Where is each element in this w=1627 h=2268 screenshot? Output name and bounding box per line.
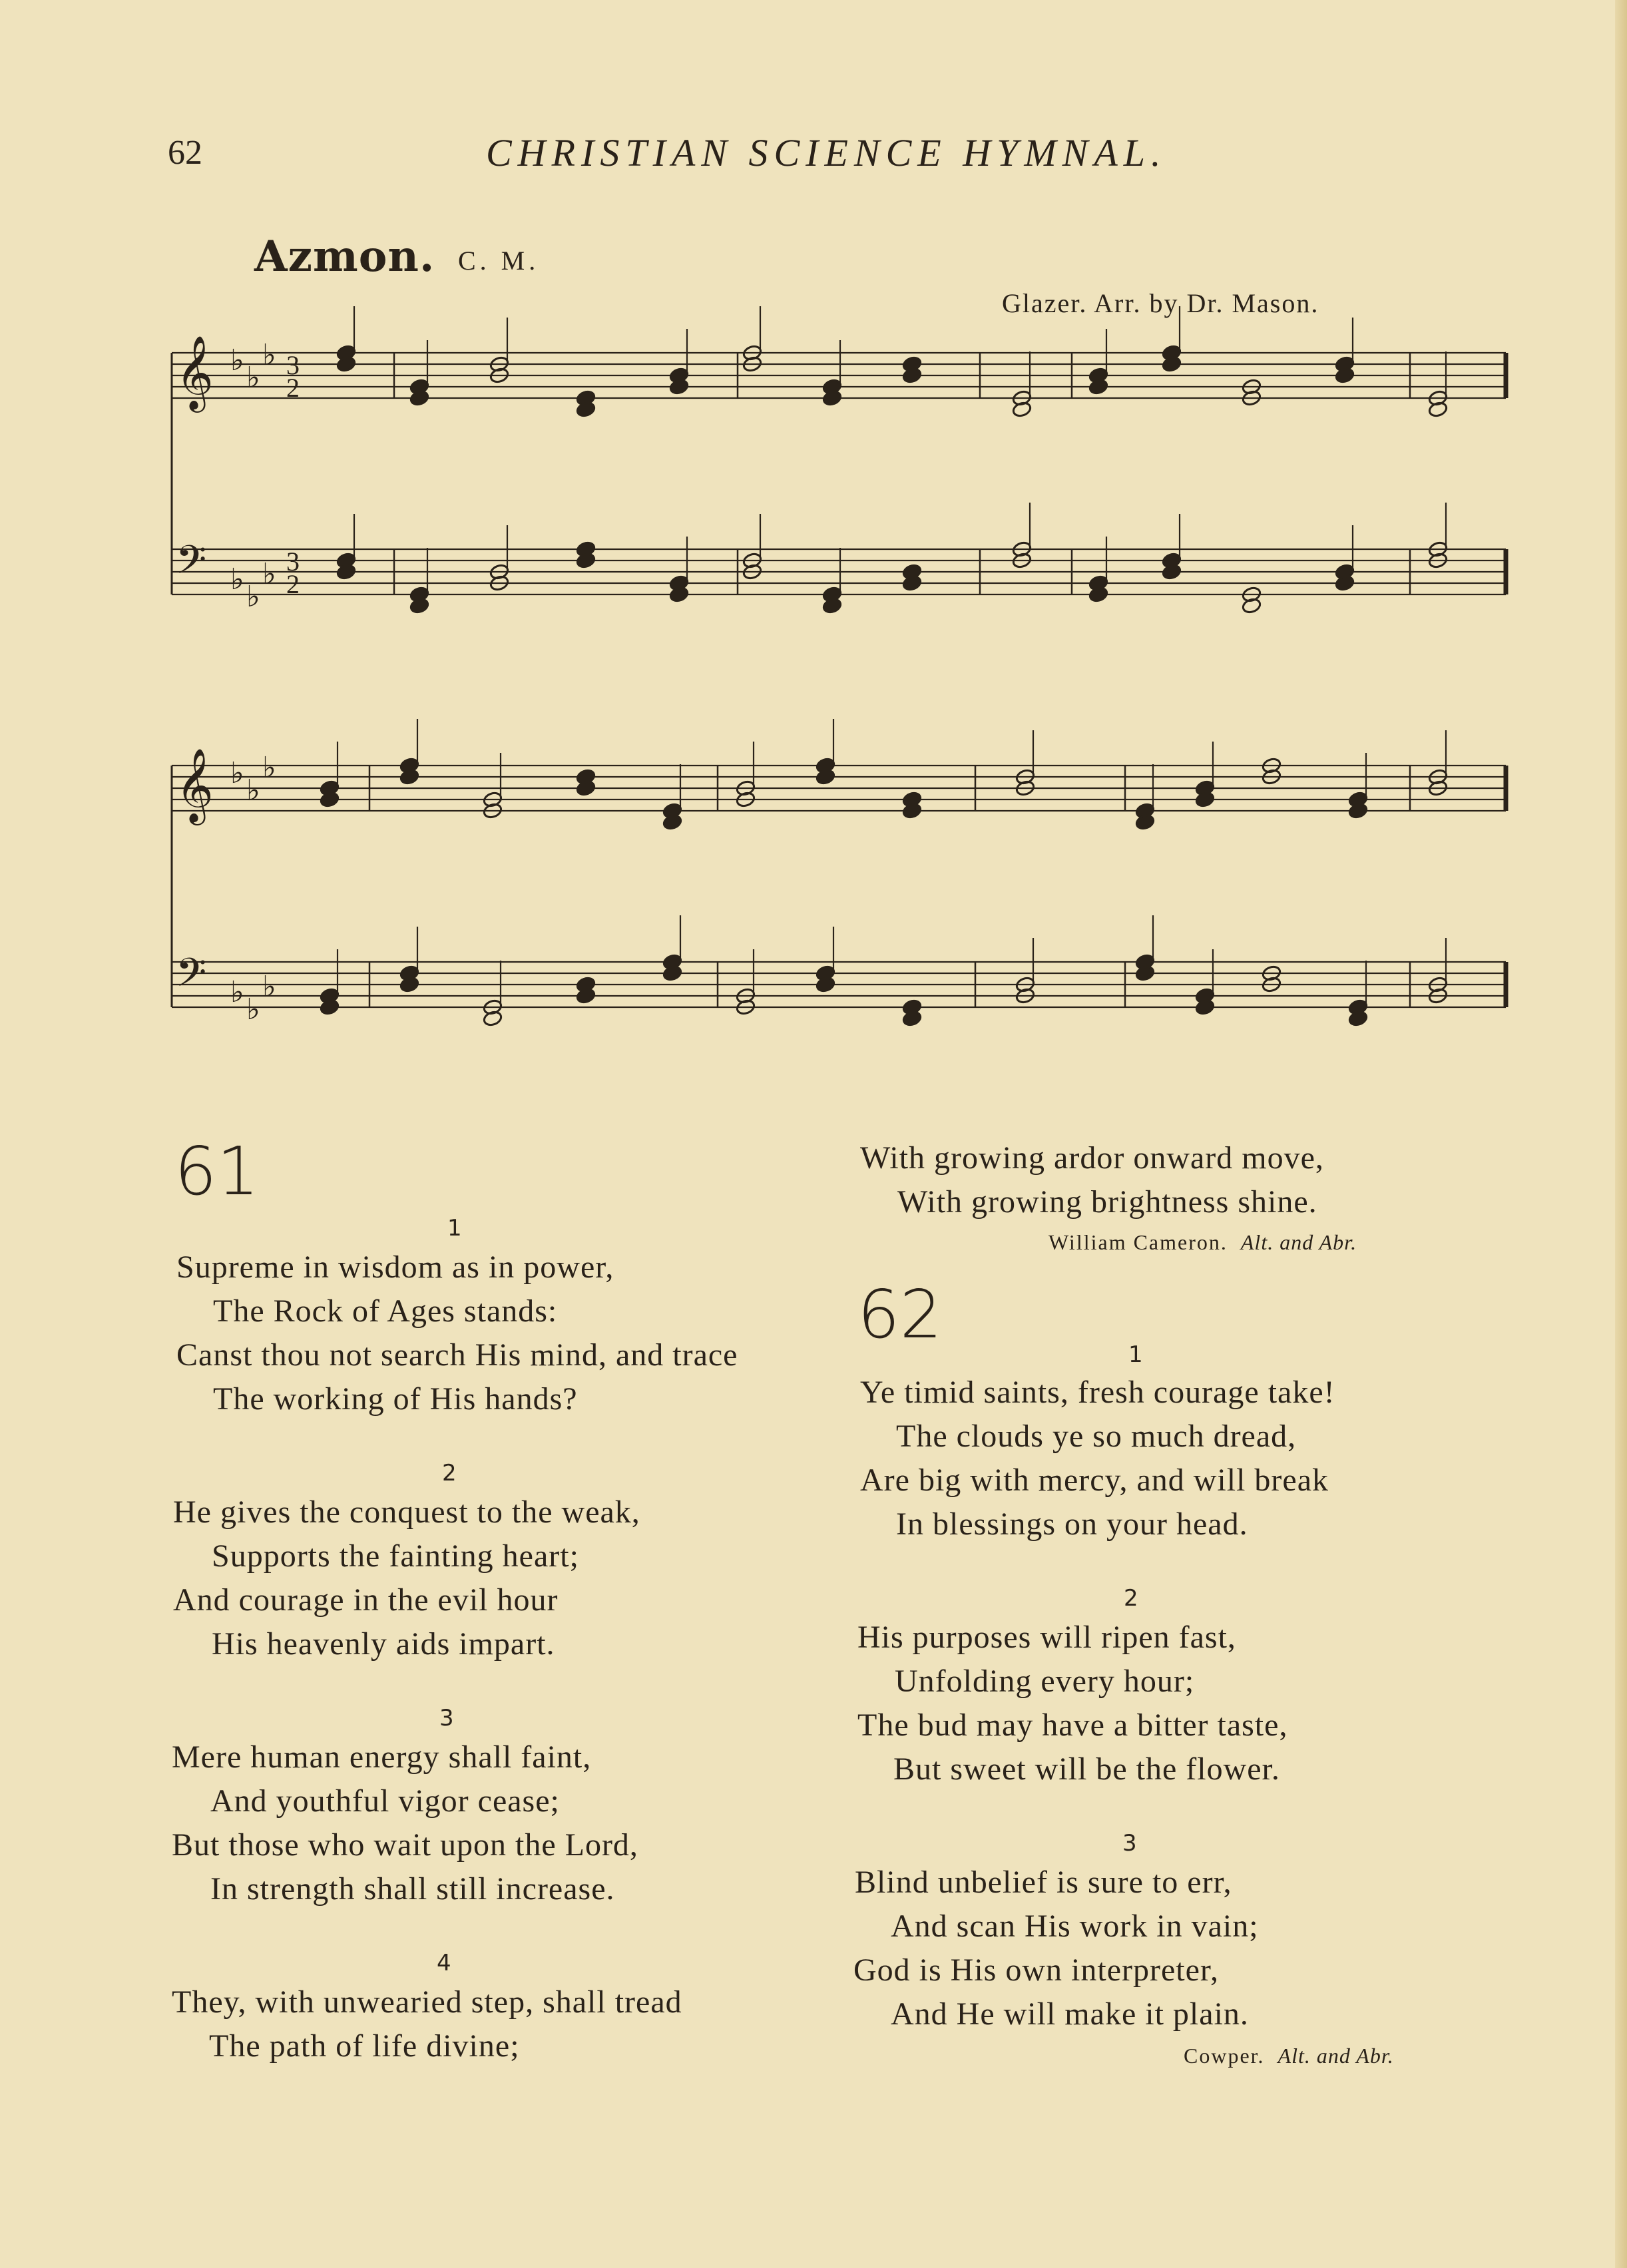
flat-sign: ♭ bbox=[262, 338, 276, 372]
verse-line: Supreme in wisdom as in power, bbox=[176, 1249, 614, 1285]
verse-line: Canst thou not search His mind, and trace bbox=[176, 1337, 738, 1373]
tune-credit: Glazer. Arr. by Dr. Mason. bbox=[1002, 288, 1319, 318]
verse-line: But those who wait upon the Lord, bbox=[172, 1827, 638, 1863]
hymn-62-credit bbox=[1184, 2044, 1394, 2068]
hymn-number-62: 62 bbox=[857, 1275, 943, 1353]
verse-line: God is His own interpreter, bbox=[853, 1952, 1219, 1988]
score-systems bbox=[172, 306, 1506, 1027]
time-sig-top: 3 bbox=[286, 350, 300, 380]
verse-line: In blessings on your head. bbox=[896, 1506, 1248, 1542]
verse-line: Are big with mercy, and will break bbox=[860, 1463, 1329, 1498]
verse-line: And He will make it plain. bbox=[891, 1996, 1249, 2032]
flat-sign: ♭ bbox=[230, 563, 244, 596]
music-score bbox=[0, 0, 1627, 1065]
verse-line: The Rock of Ages stands: bbox=[213, 1293, 558, 1329]
credit-note: Alt. and Abr. bbox=[1278, 2044, 1394, 2068]
verse-line: The bud may have a bitter taste, bbox=[857, 1707, 1288, 1743]
verse-line: With growing ardor onward move, bbox=[860, 1140, 1324, 1176]
flat-sign: ♭ bbox=[230, 343, 244, 377]
flat-sign: ♭ bbox=[246, 993, 260, 1026]
treble-clef: 𝄞 bbox=[176, 748, 214, 822]
flat-sign: ♭ bbox=[262, 557, 276, 591]
flat-sign: ♭ bbox=[246, 774, 260, 807]
verse-line: Unfolding every hour; bbox=[895, 1664, 1195, 1699]
verse-line: Ye timid saints, fresh courage take! bbox=[860, 1375, 1335, 1410]
bass-clef: 𝄢 bbox=[176, 949, 207, 1005]
page-number: 62 bbox=[168, 134, 202, 172]
verse-line: And courage in the evil hour bbox=[173, 1582, 559, 1618]
author: William Cameron. bbox=[1048, 1230, 1228, 1254]
time-sig-bottom: 2 bbox=[286, 569, 300, 599]
author: Cowper. bbox=[1184, 2044, 1265, 2068]
verse-line: The working of His hands? bbox=[213, 1381, 578, 1417]
credit-note: Alt. and Abr. bbox=[1240, 1230, 1357, 1254]
verse-line: His heavenly aids impart. bbox=[212, 1626, 555, 1662]
flat-sign: ♭ bbox=[262, 970, 276, 1004]
verse-line: He gives the conquest to the weak, bbox=[173, 1494, 640, 1530]
time-sig-top: 3 bbox=[286, 547, 300, 576]
stanza-number: 3 bbox=[439, 1705, 454, 1731]
treble-clef: 𝄞 bbox=[176, 335, 214, 409]
time-sig-bottom: 2 bbox=[286, 373, 300, 403]
verse-line: Blind unbelief is sure to err, bbox=[855, 1865, 1232, 1900]
verse-line: The path of life divine; bbox=[209, 2028, 520, 2064]
bass-clef: 𝄢 bbox=[176, 537, 207, 592]
stanza-number: 1 bbox=[1128, 1341, 1143, 1368]
verse-line: And scan His work in vain; bbox=[891, 1909, 1259, 1944]
flat-sign: ♭ bbox=[262, 751, 276, 785]
stanza-number: 1 bbox=[447, 1215, 462, 1242]
flat-sign: ♭ bbox=[246, 361, 260, 395]
tune-name: Azmon. bbox=[254, 232, 435, 282]
flat-sign: ♭ bbox=[246, 580, 260, 614]
hymn-61-credit bbox=[1048, 1230, 1357, 1255]
flat-sign: ♭ bbox=[230, 756, 244, 790]
verse-line: The clouds ye so much dread, bbox=[896, 1419, 1297, 1454]
hymn-number-61: 61 bbox=[174, 1132, 260, 1210]
verse-line: They, with unwearied step, shall tread bbox=[172, 1984, 682, 2020]
verse-line: And youthful vigor cease; bbox=[210, 1783, 560, 1819]
verse-line: But sweet will be the flower. bbox=[893, 1751, 1280, 1787]
verse-line: With growing brightness shine. bbox=[897, 1184, 1317, 1220]
tune-meter: C. M. bbox=[458, 246, 540, 276]
running-title: CHRISTIAN SCIENCE HYMNAL. bbox=[486, 131, 1167, 174]
stanza-number: 4 bbox=[437, 1950, 451, 1976]
stanza-number: 3 bbox=[1122, 1830, 1137, 1857]
stanza-number: 2 bbox=[1124, 1585, 1138, 1612]
verse-line: Supports the fainting heart; bbox=[212, 1538, 579, 1574]
stanza-number: 2 bbox=[442, 1460, 457, 1486]
verse-line: Mere human energy shall faint, bbox=[172, 1739, 592, 1775]
flat-sign: ♭ bbox=[230, 975, 244, 1009]
verse-line: In strength shall still increase. bbox=[210, 1871, 615, 1907]
verse-line: His purposes will ripen fast, bbox=[857, 1620, 1236, 1655]
